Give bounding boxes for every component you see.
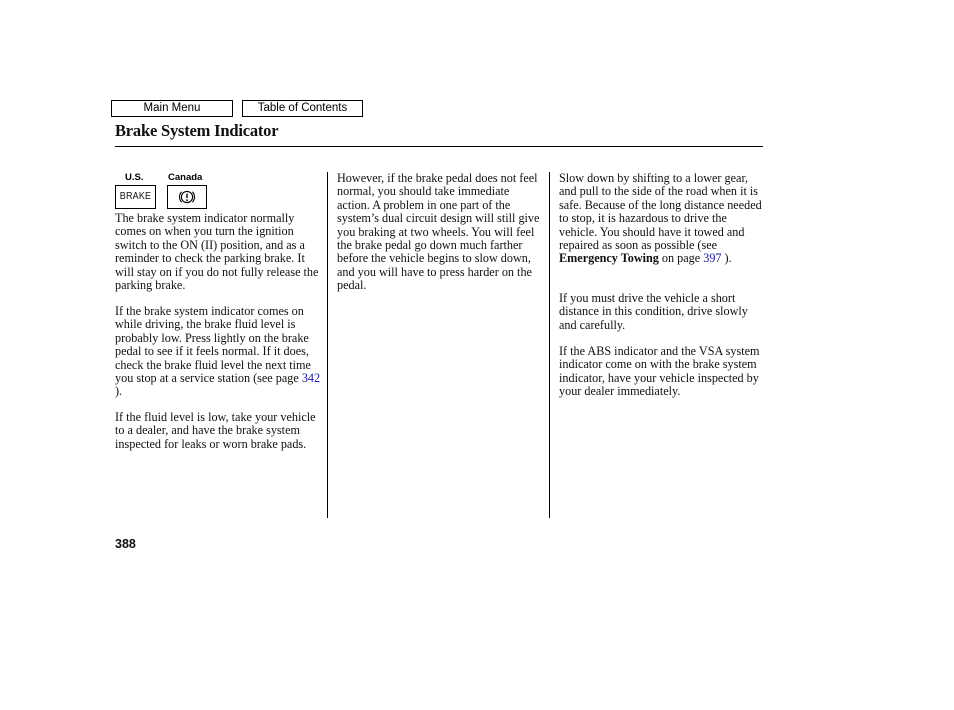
title-divider [115,146,763,147]
page-342-link[interactable]: 342 [301,371,321,386]
paragraph-text: Slow down by shifting to a lower gear, and pull to the side of the road when it is safe. Because of the long distance needed to stop, it is hazardous to drive the vehicle. You should have it towed and repaired as soon as possible (see [559,171,762,253]
page-397-link[interactable]: 397 [703,251,722,266]
paragraph-fluid-level-low: If the fluid level is low, take your vehicle to a dealer, and have the brake system inspected for leaks or worn brake pads. [115,410,316,451]
paragraph-drive-short-distance: If you must drive the vehicle a short distance in this condition, drive slowly and carefully. [559,291,748,332]
brake-warning-circle-exclamation-icon [167,185,207,209]
paragraph-text: ). [721,251,732,266]
column-divider [549,172,550,518]
brake-indicator-icon [115,185,156,209]
column-divider [327,172,328,518]
page-title: Brake System Indicator [115,121,279,140]
paragraph-pedal-not-normal: However, if the brake pedal does not feel normal, you should take immediate action. A problem in one part of the system’s dual circuit design will still give you braking at two wheels. You will feel the brake pedal go down much farther before the vehicle begins to slow down, and you will have to press harder on the pedal. [337,171,540,293]
canada-label: Canada [168,172,203,183]
paragraph-abs-vsa-indicators: If the ABS indicator and the VSA system indicator come on with the brake system indicator, have your vehicle inspected by your dealer immediately. [559,344,760,399]
paragraph-low-fluid-while-driving [115,305,321,399]
table-of-contents-button[interactable]: Table of Contents [242,100,363,117]
paragraph-text: If the brake system indicator comes on while driving, the brake fluid level is probably low. Press lightly on the brake pedal to see if it feels normal. If it does, check the brake fluid level the next time you stop at a service station (see page [115,304,311,386]
us-label: U.S. [125,172,144,183]
paragraph-text: on page [658,251,704,266]
paragraph-indicator-normal: The brake system indicator normally comes on when you turn the ignition switch to the ON (II) position, and as a reminder to check the parking brake. It will stay on if you do not fully release the parking brake. [115,211,319,293]
brake-warning-symbol-icon [177,188,197,206]
paragraph-text: ). [115,384,123,399]
main-menu-button[interactable]: Main Menu [111,100,233,117]
brake-indicator-text: BRAKE [119,191,152,202]
paragraph-slow-down [559,172,764,266]
page-number: 388 [115,537,136,551]
emergency-towing-reference: Emergency Towing [559,251,659,266]
